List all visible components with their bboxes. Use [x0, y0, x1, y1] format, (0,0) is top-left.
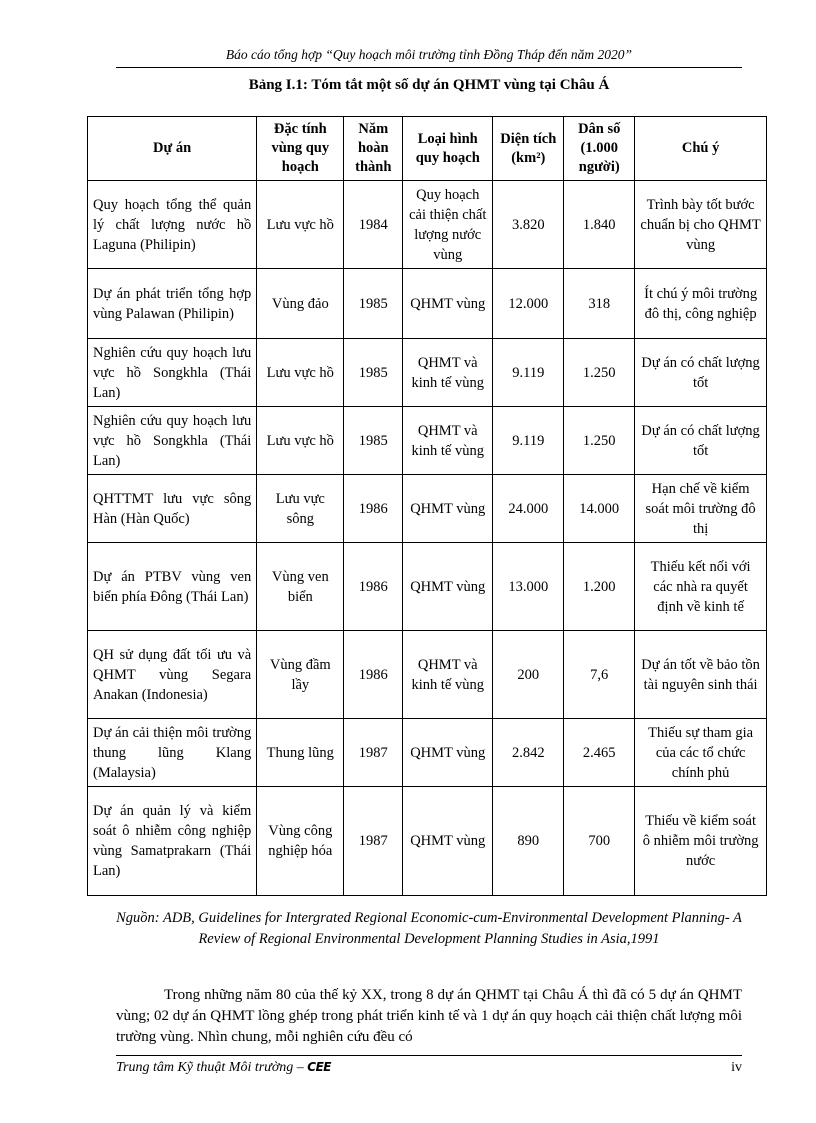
year-cell: 1987 [344, 719, 403, 787]
area-cell: 13.000 [493, 543, 564, 631]
table-header-row [88, 117, 767, 181]
footer-rule [116, 1055, 742, 1056]
population-cell: 318 [564, 269, 635, 339]
column-header: Chú ý [635, 117, 767, 181]
population-cell: 1.250 [564, 407, 635, 475]
table-row [88, 407, 767, 475]
year-cell: 1986 [344, 631, 403, 719]
year-cell: 1985 [344, 339, 403, 407]
plan-type-cell: QHMT và kinh tế vùng [403, 631, 493, 719]
column-header: Năm hoàn thành [344, 117, 403, 181]
table-row [88, 181, 767, 269]
plan-type-cell: QHMT vùng [403, 719, 493, 787]
project-cell: QH sử dụng đất tối ưu và QHMT vùng Segara Anakan (Indonesia) [88, 631, 257, 719]
area-cell: 200 [493, 631, 564, 719]
project-cell: Dự án phát triển tổng hợp vùng Palawan (Philipin) [88, 269, 257, 339]
table-row [88, 631, 767, 719]
area-cell: 2.842 [493, 719, 564, 787]
plan-type-cell: Quy hoạch cải thiện chất lượng nước vùng [403, 181, 493, 269]
plan-type-cell: QHMT vùng [403, 543, 493, 631]
project-cell: Quy hoạch tổng thể quản lý chất lượng nước hồ Laguna (Philipin) [88, 181, 257, 269]
note-cell: Dự án có chất lượng tốt [635, 407, 767, 475]
year-cell: 1984 [344, 181, 403, 269]
note-cell: Ít chú ý môi trường đô thị, công nghiệp [635, 269, 767, 339]
column-header: Đặc tính vùng quy hoạch [257, 117, 344, 181]
plan-type-cell: QHMT và kinh tế vùng [403, 339, 493, 407]
column-header: Dân số (1.000 người) [564, 117, 635, 181]
note-cell: Hạn chế về kiểm soát môi trường đô thị [635, 475, 767, 543]
table-row [88, 339, 767, 407]
area-cell: 890 [493, 787, 564, 896]
population-cell: 700 [564, 787, 635, 896]
area-type-cell: Thung lũng [257, 719, 344, 787]
year-cell: 1987 [344, 787, 403, 896]
project-cell: Nghiên cứu quy hoạch lưu vực hồ Songkhla (Thái Lan) [88, 407, 257, 475]
year-cell: 1985 [344, 407, 403, 475]
plan-type-cell: QHMT vùng [403, 475, 493, 543]
body-paragraph: Trong những năm 80 của thế kỷ XX, trong 8 dự án QHMT tại Châu Á thì đã có 5 dự án QHMT vùng; 02 dự án QHMT lồng ghép trong phát triển kinh tế và 1 dự án quy hoạch cải thiện chất lượng môi trường vùng. Nhìn chung, mỗi nghiên cứu đều có [116, 987, 742, 1045]
plan-type-cell: QHMT vùng [403, 269, 493, 339]
population-cell: 1.250 [564, 339, 635, 407]
area-type-cell: Lưu vực hồ [257, 339, 344, 407]
note-cell: Trình bày tốt bước chuẩn bị cho QHMT vùng [635, 181, 767, 269]
year-cell: 1986 [344, 475, 403, 543]
header-rule [116, 67, 742, 68]
area-type-cell: Vùng ven biển [257, 543, 344, 631]
project-cell: QHTTMT lưu vực sông Hàn (Hàn Quốc) [88, 475, 257, 543]
footer-organization [116, 1060, 331, 1076]
column-header: Dự án [88, 117, 257, 181]
area-type-cell: Vùng đảo [257, 269, 344, 339]
table-row [88, 475, 767, 543]
note-cell: Thiếu về kiểm soát ô nhiễm môi trường nước [635, 787, 767, 896]
year-cell: 1985 [344, 269, 403, 339]
project-cell: Nghiên cứu quy hoạch lưu vực hồ Songkhla (Thái Lan) [88, 339, 257, 407]
table-row [88, 269, 767, 339]
area-type-cell: Vùng đầm lầy [257, 631, 344, 719]
plan-type-cell: QHMT vùng [403, 787, 493, 896]
table-row [88, 543, 767, 631]
page-header: Báo cáo tổng hợp “Quy hoạch môi trường tỉnh Đồng Tháp đến năm 2020” [225, 47, 633, 62]
area-cell: 9.119 [493, 339, 564, 407]
area-type-cell: Lưu vực hồ [257, 407, 344, 475]
year-cell: 1986 [344, 543, 403, 631]
projects-table [87, 116, 767, 896]
cee-logo: CEE [307, 1060, 331, 1074]
project-cell: Dự án PTBV vùng ven biển phía Đông (Thái Lan) [88, 543, 257, 631]
population-cell: 2.465 [564, 719, 635, 787]
population-cell: 7,6 [564, 631, 635, 719]
note-cell: Dự án có chất lượng tốt [635, 339, 767, 407]
note-cell: Thiếu kết nối với các nhà ra quyết định về kinh tế [635, 543, 767, 631]
area-cell: 9.119 [493, 407, 564, 475]
source-citation: Nguồn: ADB, Guidelines for Intergrated Regional Economic-cum-Environmental Development Planning- A Review of Regional Environmental Development Planning Studies in Asia,1991 [116, 910, 742, 947]
population-cell: 14.000 [564, 475, 635, 543]
project-cell: Dự án cải thiện môi trường thung lũng Klang (Malaysia) [88, 719, 257, 787]
table-row [88, 787, 767, 896]
area-type-cell: Vùng công nghiệp hóa [257, 787, 344, 896]
population-cell: 1.200 [564, 543, 635, 631]
column-header: Diện tích (km²) [493, 117, 564, 181]
plan-type-cell: QHMT và kinh tế vùng [403, 407, 493, 475]
area-cell: 12.000 [493, 269, 564, 339]
page-number: iv [731, 1060, 742, 1075]
note-cell: Thiếu sự tham gia của các tổ chức chính phủ [635, 719, 767, 787]
project-cell: Dự án quản lý và kiểm soát ô nhiễm công nghiệp vùng Samatprakarn (Thái Lan) [88, 787, 257, 896]
area-cell: 3.820 [493, 181, 564, 269]
table-row [88, 719, 767, 787]
column-header: Loại hình quy hoạch [403, 117, 493, 181]
note-cell: Dự án tốt về bảo tồn tài nguyên sinh thái [635, 631, 767, 719]
area-type-cell: Lưu vực hồ [257, 181, 344, 269]
table-caption: Bảng I.1: Tóm tắt một số dự án QHMT vùng tại Châu Á [248, 77, 610, 93]
area-cell: 24.000 [493, 475, 564, 543]
area-type-cell: Lưu vực sông [257, 475, 344, 543]
footer-org-text: Trung tâm Kỹ thuật Môi trường – [116, 1060, 304, 1075]
population-cell: 1.840 [564, 181, 635, 269]
